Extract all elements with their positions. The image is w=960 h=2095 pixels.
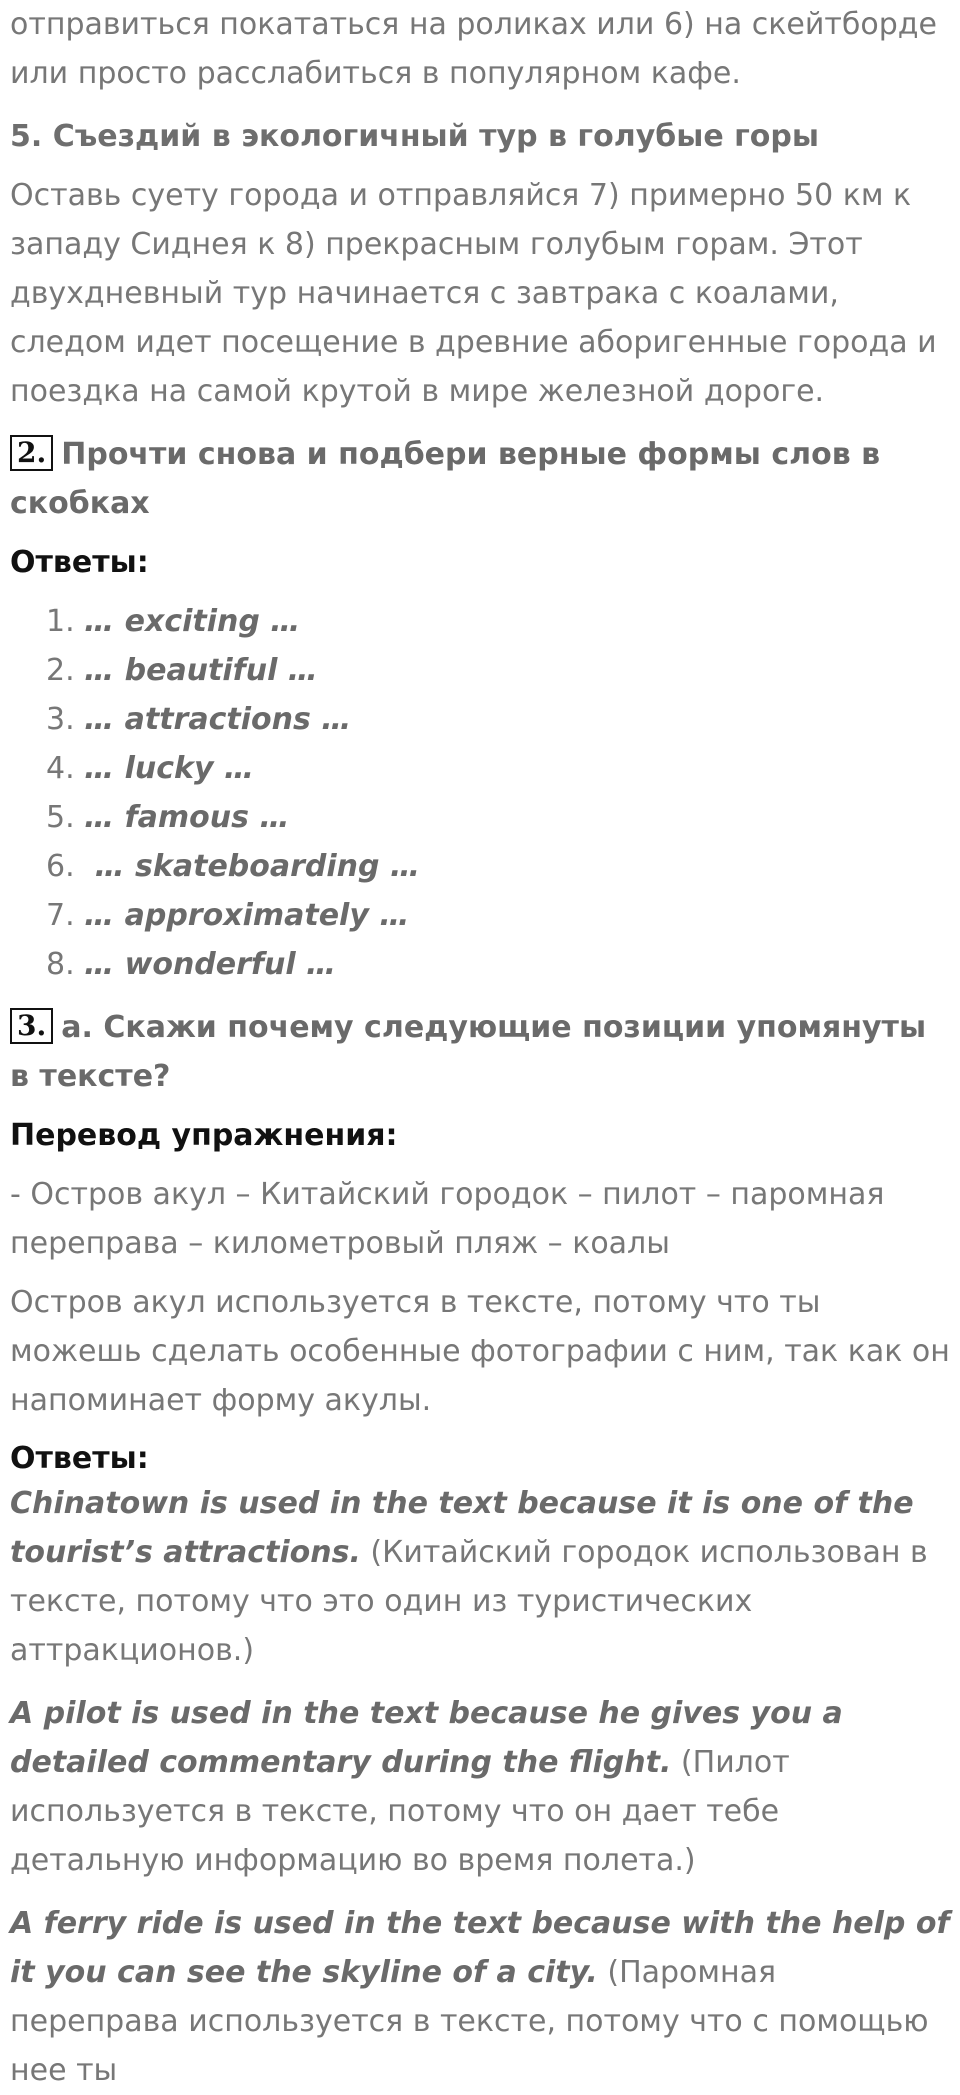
- answer-number: 1.: [46, 604, 75, 639]
- answer-number: 2.: [46, 653, 75, 688]
- answer-text: … attractions …: [84, 702, 352, 737]
- exercise3-answer-2: [10, 1689, 950, 1885]
- answer-number: 8.: [46, 947, 75, 982]
- answer-item-6: [46, 842, 950, 891]
- answer-text: … lucky …: [84, 751, 254, 786]
- exercise3-title: a. Скажи почему следующие позиции упомянуты в тексте?: [10, 1010, 927, 1094]
- exercise2-heading: [10, 430, 950, 528]
- answer-number: 4.: [46, 751, 75, 786]
- answer-english: A pilot is used in the text because he gives you a detailed commentary during the flight.: [10, 1696, 843, 1780]
- answer-text: … skateboarding …: [84, 849, 420, 884]
- answer-number: 3.: [46, 702, 75, 737]
- answer-english: Chinatown is used in the text because it is one of the tourist’s attractions.: [10, 1486, 914, 1570]
- exercise2-title: Прочти снова и подбери верные формы слов в скобках: [10, 437, 881, 521]
- answer-text: … famous …: [84, 800, 290, 835]
- exercise3-answer-1: [10, 1479, 950, 1675]
- answer-number: 6.: [46, 849, 75, 884]
- answer-item-4: [46, 744, 950, 793]
- exercise3-example-paragraph: Остров акул используется в тексте, потому что ты можешь сделать особенные фотографии с ним, так как он напоминает форму акулы.: [10, 1285, 950, 1418]
- answer-russian: (Китайский городок использован в тексте, потому что это один из туристических аттракционов.): [10, 1535, 928, 1668]
- section5-heading: 5. Съездий в экологичный тур в голубые горы: [10, 119, 820, 154]
- answer-text: … beautiful …: [84, 653, 318, 688]
- exercise3-answers-label: Ответы:: [10, 1441, 149, 1476]
- exercise3-answer-3: [10, 1899, 950, 2095]
- answer-russian: (Паромная переправа используется в тексте, потому что с помощью нее ты: [10, 1955, 929, 2088]
- answer-text: … exciting …: [84, 604, 301, 639]
- answer-item-3: [46, 695, 950, 744]
- exercise3-translation-label: Перевод упражнения:: [10, 1118, 398, 1153]
- answer-number: 7.: [46, 898, 75, 933]
- section5-paragraph: Оставь суету города и отправляйся 7) примерно 50 км к западу Сиднея к 8) прекрасным голубым горам. Этот двухдневный тур начинается с завтрака с коалами, следом идет посещение в древние аборигенные города и поездка на самой крутой в мире железной дороге.: [10, 178, 937, 409]
- exercise3-heading: [10, 1003, 950, 1101]
- answer-item-1: [46, 597, 950, 646]
- answer-english: A ferry ride is used in the text because with the help of it you can see the skyline of a city.: [10, 1906, 950, 1990]
- answer-item-2: [46, 646, 950, 695]
- intro-tail-paragraph: отправиться покататься на роликах или 6) на скейтборде или просто расслабиться в популярном кафе.: [10, 7, 937, 91]
- exercise3-number-badge: 3.: [10, 1008, 53, 1044]
- exercise2-answers-list: [10, 597, 950, 989]
- answer-text: … approximately …: [84, 898, 410, 933]
- answer-item-5: [46, 793, 950, 842]
- exercise3-translation-line: - Остров акул – Китайский городок – пилот – паромная переправа – километровый пляж – коалы: [10, 1177, 885, 1261]
- answer-item-7: [46, 891, 950, 940]
- answer-text: … wonderful …: [84, 947, 337, 982]
- answer-russian: (Пилот используется в тексте, потому что он дает тебе детальную информацию во время полета.): [10, 1745, 790, 1878]
- exercise2-number-badge: 2.: [10, 435, 53, 471]
- answer-item-8: [46, 940, 950, 989]
- answer-number: 5.: [46, 800, 75, 835]
- exercise2-answers-label: Ответы:: [10, 545, 149, 580]
